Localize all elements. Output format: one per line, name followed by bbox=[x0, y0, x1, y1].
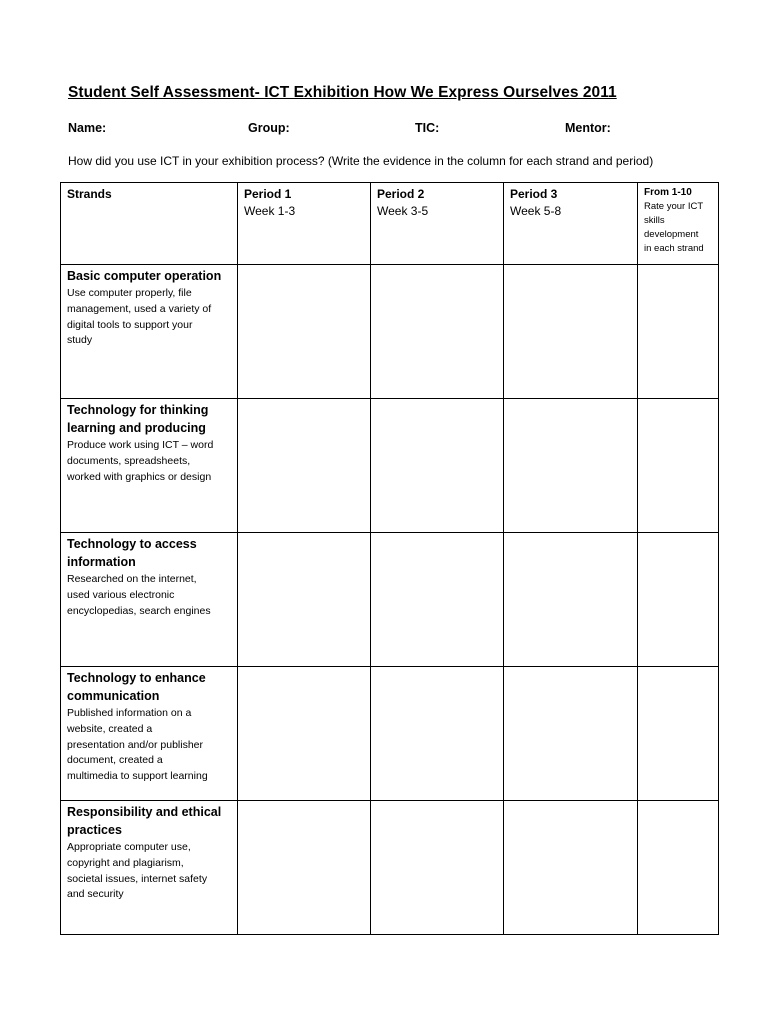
name-label: Name: bbox=[68, 121, 107, 135]
period3-evidence-cell[interactable] bbox=[504, 533, 638, 667]
period3-evidence-cell[interactable] bbox=[504, 801, 638, 935]
strand-title-line2: learning and producing bbox=[67, 421, 206, 435]
assessment-table bbox=[60, 182, 719, 935]
rating-cell[interactable] bbox=[638, 667, 719, 801]
rating-desc-line: development bbox=[644, 229, 699, 240]
period3-evidence-cell[interactable] bbox=[504, 667, 638, 801]
strand-desc-line: Use computer properly, file bbox=[67, 287, 192, 299]
period1-weeks: Week 1-3 bbox=[244, 204, 296, 218]
strand-desc-line: societal issues, internet safety bbox=[67, 872, 208, 885]
period1-title: Period 1 bbox=[244, 187, 292, 201]
period1-evidence-cell[interactable] bbox=[238, 533, 371, 667]
strand-title-line2: practices bbox=[67, 823, 122, 837]
strand-cell bbox=[61, 533, 238, 667]
strands-header bbox=[61, 183, 238, 265]
strand-title-line2: communication bbox=[67, 689, 160, 703]
rating-header bbox=[638, 183, 719, 265]
mentor-label: Mentor: bbox=[565, 121, 611, 135]
rating-cell[interactable] bbox=[638, 533, 719, 667]
strand-row-responsibility-ethics bbox=[61, 801, 719, 935]
rating-header-title: From 1-10 bbox=[644, 187, 692, 198]
period1-evidence-cell[interactable] bbox=[238, 667, 371, 801]
period1-header bbox=[238, 183, 371, 265]
page-title: Student Self Assessment- ICT Exhibition How We Express Ourselves 2011 bbox=[68, 84, 617, 101]
strands-header-label: Strands bbox=[67, 187, 112, 201]
period1-evidence-cell[interactable] bbox=[238, 265, 371, 399]
period3-title: Period 3 bbox=[510, 187, 558, 201]
strand-desc-line: document, created a bbox=[67, 754, 163, 767]
period2-title: Period 2 bbox=[377, 187, 425, 201]
rating-cell[interactable] bbox=[638, 399, 719, 533]
strand-desc-line: presentation and/or publisher bbox=[67, 738, 204, 751]
strand-desc-line: used various electronic bbox=[67, 588, 175, 601]
period2-evidence-cell[interactable] bbox=[371, 667, 504, 801]
strand-title: Technology to access bbox=[67, 537, 197, 551]
group-label: Group: bbox=[248, 121, 290, 135]
strand-title: Technology to enhance bbox=[67, 671, 206, 685]
period2-evidence-cell[interactable] bbox=[371, 265, 504, 399]
strand-cell bbox=[61, 801, 238, 935]
strand-desc-line: Appropriate computer use, bbox=[67, 841, 191, 853]
period3-header bbox=[504, 183, 638, 265]
strand-desc-line: copyright and plagiarism, bbox=[67, 856, 184, 869]
strand-desc-line: Produce work using ICT – word bbox=[67, 439, 214, 451]
period3-weeks: Week 5-8 bbox=[510, 204, 562, 218]
period2-header bbox=[371, 183, 504, 265]
strand-desc-line: encyclopedias, search engines bbox=[67, 604, 211, 617]
strand-desc-line: Published information on a bbox=[67, 707, 192, 719]
period2-evidence-cell[interactable] bbox=[371, 801, 504, 935]
strand-row-access-information bbox=[61, 533, 719, 667]
strand-cell bbox=[61, 667, 238, 801]
strand-title: Technology for thinking bbox=[67, 403, 209, 417]
strand-title: Basic computer operation bbox=[67, 269, 222, 283]
period2-evidence-cell[interactable] bbox=[371, 533, 504, 667]
strand-desc-line: multimedia to support learning bbox=[67, 770, 208, 783]
period3-evidence-cell[interactable] bbox=[504, 399, 638, 533]
rating-cell[interactable] bbox=[638, 265, 719, 399]
strand-row-enhance-communication bbox=[61, 667, 719, 801]
rating-cell[interactable] bbox=[638, 801, 719, 935]
period2-evidence-cell[interactable] bbox=[371, 399, 504, 533]
period1-evidence-cell[interactable] bbox=[238, 801, 371, 935]
header-row bbox=[61, 183, 719, 265]
strand-desc-line: Researched on the internet, bbox=[67, 573, 197, 585]
strand-desc-line: worked with graphics or design bbox=[67, 470, 212, 483]
rating-desc-line: in each strand bbox=[644, 243, 704, 254]
strand-desc-line: documents, spreadsheets, bbox=[67, 454, 191, 467]
strand-desc-line: website, created a bbox=[67, 722, 153, 735]
strand-title-line2: information bbox=[67, 555, 136, 569]
strand-desc-line: management, used a variety of bbox=[67, 302, 212, 315]
rating-desc-line: skills bbox=[644, 215, 665, 226]
strand-desc-line: study bbox=[67, 334, 93, 347]
instruction-text: How did you use ICT in your exhibition process? (Write the evidence in the column for each strand and period) bbox=[68, 154, 654, 168]
rating-desc-line: Rate your ICT bbox=[644, 201, 704, 212]
strand-row-basic-operation bbox=[61, 265, 719, 399]
period1-evidence-cell[interactable] bbox=[238, 399, 371, 533]
strand-desc-line: and security bbox=[67, 888, 124, 901]
strand-cell bbox=[61, 265, 238, 399]
strand-desc-line: digital tools to support your bbox=[67, 318, 193, 331]
period2-weeks: Week 3-5 bbox=[377, 204, 429, 218]
strand-cell bbox=[61, 399, 238, 533]
strand-row-thinking-producing bbox=[61, 399, 719, 533]
strand-title: Responsibility and ethical bbox=[67, 805, 222, 819]
period3-evidence-cell[interactable] bbox=[504, 265, 638, 399]
tic-label: TIC: bbox=[415, 121, 440, 135]
